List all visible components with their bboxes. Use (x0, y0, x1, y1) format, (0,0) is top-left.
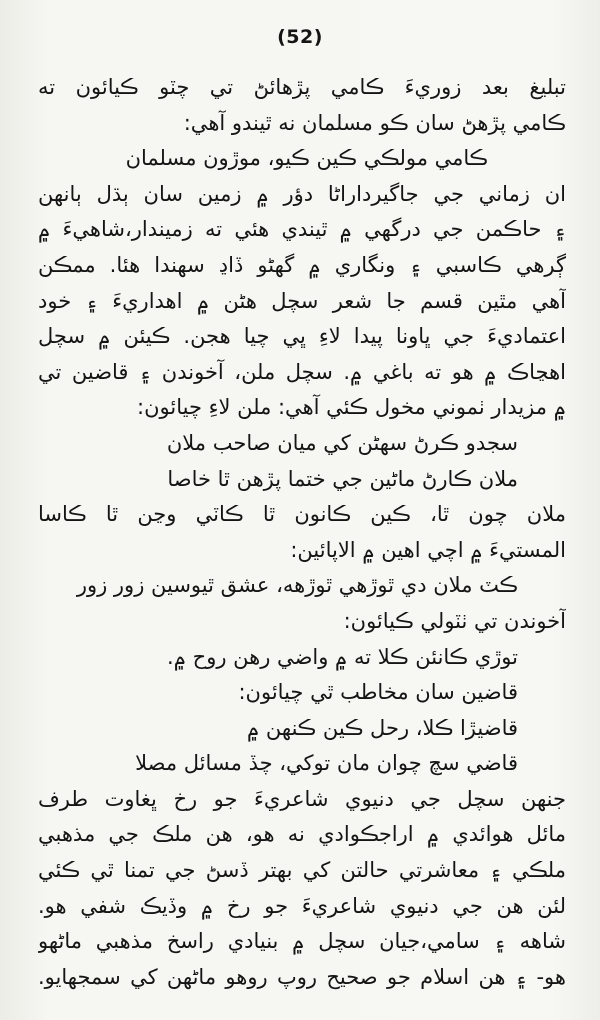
verse-line: سجدو ڪرڻ سهڻن کي ميان صاحب ملان (166, 430, 518, 455)
text-line: شاهه ۽ سامي،جيان سچل ۾ بنيادي راسخ مذهبي ماڻهو (38, 929, 566, 954)
verse-line: قاضيڙا ڪلا، رحل ڪين ڪنهن ۾ (246, 715, 518, 740)
text-line: ملڪي ۽ معاشرتي حالتن کي بهتر ڏسڻ جي تمنا ٿي ڪئي (38, 858, 566, 883)
verse-line: ڪامي مولڪي ڪين ڪيو، موڙون مسلمان (125, 146, 488, 171)
text-line: اهڃاڪ ۾ هو ته باغي ۾. سچل ملن، آخوندن ۽ قاضين تي (38, 359, 566, 384)
verse-line: ڪٽ ملان دي ٿوڙهي ٿوڙهه، عشق ٿيوسين زور زور (76, 573, 518, 598)
verse-line: ملان ڪارڻ ماڻين جي ختما پڙهن ٿا خاصا (167, 466, 518, 491)
text-line: قاضين سان مخاطب ٿي چيائون: (238, 680, 518, 705)
text-line: آهي مٿين قسم جا شعر سچل هڻن ۾ اهداريءَ ۽ خود (38, 288, 566, 313)
text-line: تبليغ بعد زوريءَ ڪامي پڙهائڻ تي چٽو ڪيائون ته (38, 75, 566, 99)
text-line: ڳرهي ڪاسبي ۽ ونگاري ۾ گهڻو ڏاڍ سهندا هئا. ممڪن (38, 252, 566, 277)
page-number: (52) (277, 26, 323, 48)
text-line: ۾ مزيدار ٺموني مخول ڪئي آهي: ملن لاءِ چيائون: (137, 395, 566, 420)
text-line: هو- ۽ هن اسلام جو صحيح روپ روهو ماڻهن کي سمجهايو. (38, 964, 566, 989)
text-line: ڪامي پڙهڻ سان ڪو مسلمان نه ٿيندو آهي: (183, 110, 566, 135)
verse-line: ملان چون ٿا، ڪين ڪانون ٿا ڪاٽي وڃن ٿا ڪاسا (38, 502, 566, 527)
verse-line: توڙي ڪانئن ڪلا ته ۾ واضي رهن روح ۾. (167, 644, 518, 669)
text-line: ان زماني جي جاگيرداراڻا دؤر ۾ زمين سان ٻڌل ٻانهن (38, 181, 566, 206)
text-line: اعتماديءَ جي ڀاونا پيدا لاءِ ڀي چيا هجن. ڪيئن ۾ سچل (38, 324, 566, 349)
page-body-text (38, 70, 566, 995)
text-line: آخوندن تي ٺٽولي ڪيائون: (343, 608, 566, 633)
verse-line: قاضي سچ چوان مان توکي، چڏ مسائل مصلا (135, 751, 518, 776)
text-line: لئن هن جي دنيوي شاعريءَ جو رخ ۾ وڏيڪ شفي هو. (38, 893, 566, 918)
text-line: ۽ حاڪمن جي درگهي ۾ ٿيندي هئي ته زميندار،شاهيءَ ۾ (38, 217, 566, 242)
text-line: جنهن سچل جي دنيوي شاعريءَ جو رخ ڀغاوت طرف (38, 786, 566, 811)
text-line: مائل هوائدي ۾ اراجڪوادي نه هو، هن ملڪ جي مذهبي (38, 822, 566, 847)
text-line: المستيءَ ۾ اچي اهين ۾ الاپائين: (290, 537, 566, 562)
